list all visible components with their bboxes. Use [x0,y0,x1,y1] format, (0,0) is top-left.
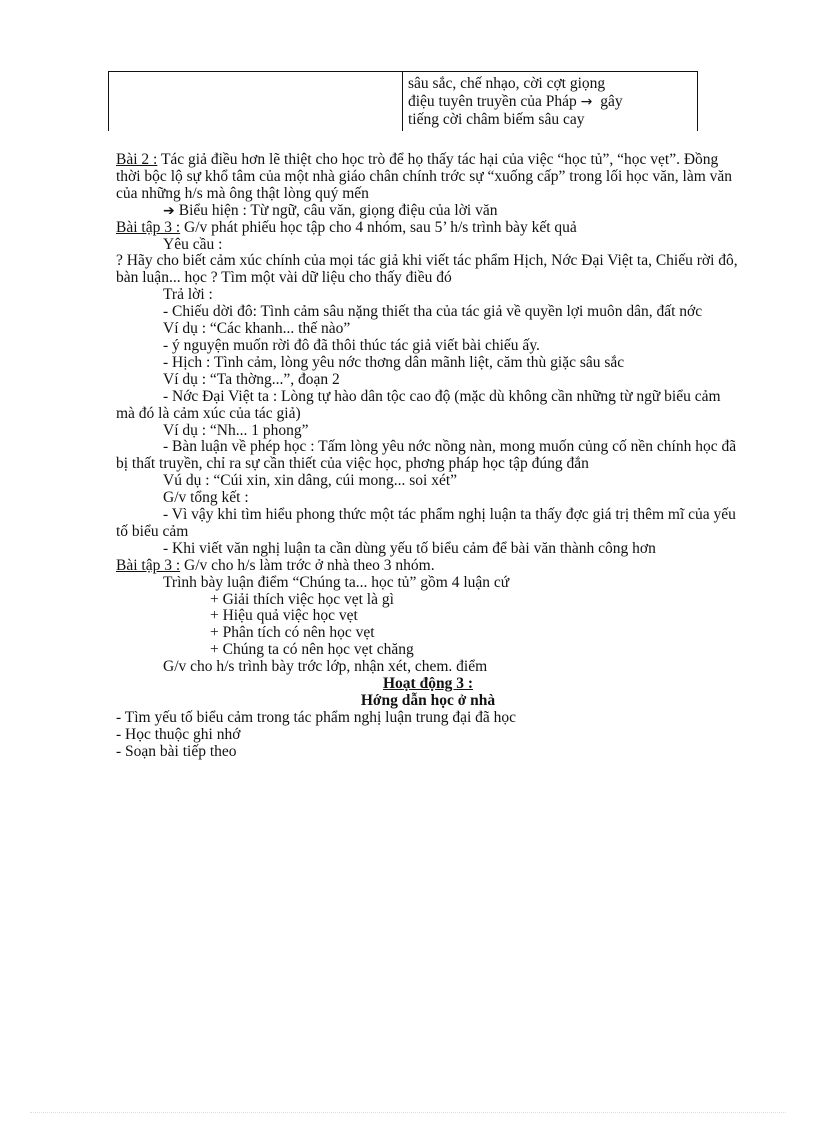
hoat-dong-subtitle: Hớng dẫn học ở nhà [360,692,496,709]
table-line: điệu tuyên truyền của Pháp → gây [408,93,623,110]
homework-item: - Soạn bài tiếp theo [116,742,237,760]
table-fragment [108,71,698,131]
example-1: Ví dụ : “Các khanh... thế nào” [163,320,351,338]
hoat-dong-title: Hoạt động 3 : [383,675,473,693]
luan-cu-item: + Phân tích có nên học vẹt [210,624,375,642]
answer-ban-luan: - Bàn luận về phép học : Tấm lòng yêu nớc nồng nàn, mong muốn củng cố nền chính học đã bị thất truyền, chỉ ra sự cần thiết của việc học, phơng pháp học tập đúng đắn [116,438,737,473]
example-4: Vú dụ : “Cúi xin, xin dâng, cúi mong... soi xét” [163,472,458,490]
answer-hich: - Hịch : Tình cảm, lòng yêu nớc thơng dân mãnh liệt, căm thù giặc sâu sắc [163,353,625,371]
homework-item: - Học thuộc ghi nhớ [116,725,241,743]
example-2: Ví dụ : “Ta thờng...”, đoạn 2 [163,370,340,388]
yeu-cau: Yêu cầu : [163,235,223,253]
tra-loi: Trả lời : [163,286,213,304]
trinh-bay: Trình bày luận điểm “Chúng ta... học tủ” gồm 4 luận cứ [163,573,510,591]
example-3: Ví dụ : “Nh... 1 phong” [163,421,309,439]
luan-cu-item: + Hiệu quả việc học vẹt [210,607,358,625]
baitap3-label: Bài tập 3 : [116,218,181,236]
page-footer-rule [30,1112,786,1113]
table-cell-right [408,75,693,129]
arrow-right-icon: → [580,94,593,110]
baitap3b-heading: Bài tập 3 : G/v cho h/s làm trớc ở nhà theo 3 nhóm. [116,556,435,574]
question: ? Hãy cho biết cảm xúc chính của mọi tác giả khi viết tác phẩm Hịch, Nớc Đại Việt ta, Chiếu rời đô, bàn luận... học ? Tìm một vài dữ liệu cho thấy điều đó [116,252,738,287]
gv-tong-ket: G/v tổng kết : [163,489,249,507]
table-column-divider [402,72,403,131]
luan-cu-item: + Chúng ta có nên học vẹt chăng [210,641,414,659]
table-line: tiếng cời châm biếm sâu cay [408,111,585,128]
document-body [116,152,740,761]
baitap3-heading: Bài tập 3 : G/v phát phiếu học tập cho 4 nhóm, sau 5’ h/s trình bày kết quả [116,218,577,236]
bai2-paragraph: Bài 2 : Tác giả điều hơn lẽ thiệt cho học trò để họ thấy tác hại của việc “học tủ”, “học vẹt”. Đồng thời bộc lộ sự khổ tâm của một nhà giáo chân chính trớc sự “xuống cấp” trong lối học văn, làm văn của những h/s mà ông thật lòng quý mến [116,151,733,202]
answer-y-nguyen: - ý nguyện muốn rời đô đã thôi thúc tác giả viết bài chiếu ấy. [163,336,540,354]
tong-ket-1: - Vì vậy khi tìm hiểu phong thức một tác phẩm nghị luận ta thấy đợc giá trị thêm mĩ của yếu tố biểu cảm [116,506,736,540]
luan-cu-item: + Giải thích việc học vẹt là gì [210,590,394,608]
bai2-label: Bài 2 : [116,151,158,168]
answer-nuoc: - Nớc Đại Việt ta : Lòng tự hào dân tộc cao độ (mặc dù không cần những từ ngữ biểu cảm mà đó là cảm xúc của tác giả) [116,387,721,422]
homework-item: - Tìm yếu tố biểu cảm trong tác phẩm nghị luận trung đại đã học [116,708,517,726]
gv-trinh-bay: G/v cho h/s trình bày trớc lớp, nhận xét, chem. điểm [163,658,488,676]
tong-ket-2: - Khi viết văn nghị luận ta cần dùng yếu tố biểu cảm để bài văn thành công hơn [163,539,656,557]
answer-chieu: - Chiếu dời đô: Tình cảm sâu nặng thiết tha của tác giả về quyền lợi muôn dân, đất nớc [163,303,703,321]
table-line: sâu sắc, chế nhạo, cời cợt giọng [408,75,606,92]
baitap3b-label: Bài tập 3 : [116,556,181,574]
bai2-arrow-line: ➔ Biểu hiện : Từ ngữ, câu văn, giọng điệu của lời văn [163,201,498,219]
arrow-right-icon: ➔ [163,202,175,219]
